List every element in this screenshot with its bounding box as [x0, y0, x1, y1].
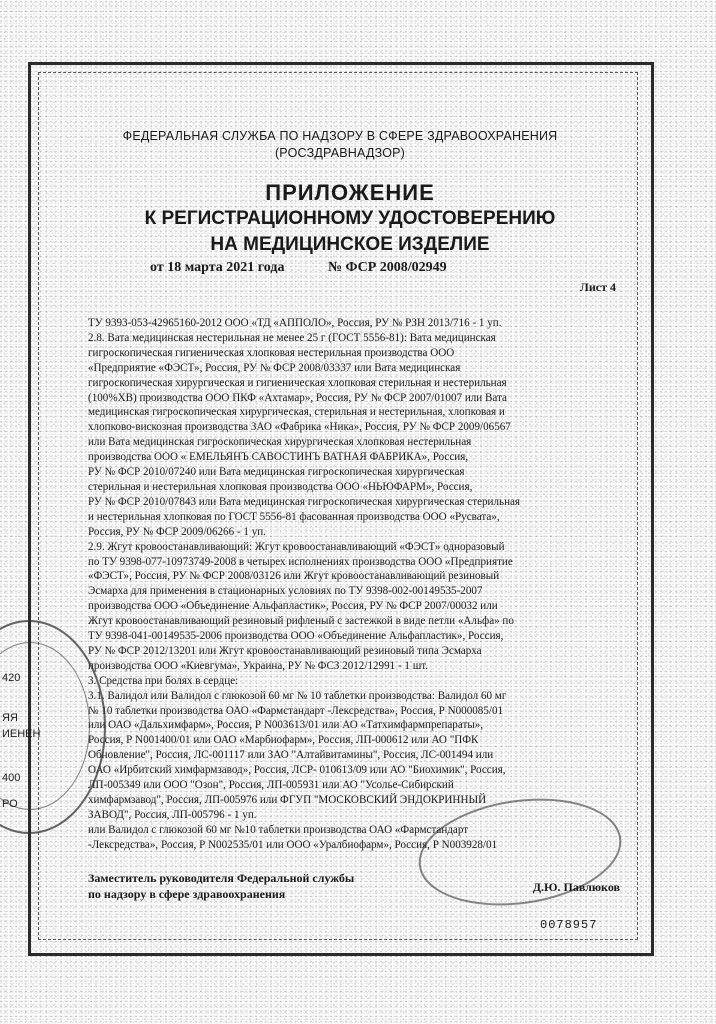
body-line: Жгут кровоостанавливающий резиновый рифленый с застежкой в виде петли «Альфа» по	[88, 615, 514, 628]
title-line-1: ПРИЛОЖЕНИЕ	[265, 180, 435, 205]
body-line: РУ № ФСР 2010/07240 или Вата медицинская гигроскопическая хирургическая	[88, 466, 465, 479]
body-line: Обновление", Россия, ЛС-001117 или ЗАО "Алтайвитамины", Россия, ЛС-001494 или	[88, 749, 494, 762]
body-line: или ОАО «Дальхимфарм», Россия, Р N003613/01 или АО «Татхимфармпрепараты»,	[88, 719, 484, 732]
body-line: ТУ 9393-053-42965160-2012 ООО «ТД «АППОЛО», Россия, РУ № РЗН 2013/716 - 1 уп.	[88, 317, 502, 329]
registration-number: № ФСР 2008/02949	[327, 260, 447, 275]
serial-number: 0078957	[540, 918, 598, 932]
title-line-2: К РЕГИСТРАЦИОННОМУ УДОСТОВЕРЕНИЮ	[144, 208, 556, 229]
body-line: гигроскопическая гигиеническая хлопковая нестерильная производства ООО	[88, 346, 455, 359]
agency-name: ФЕДЕРАЛЬНАЯ СЛУЖБА ПО НАДЗОРУ В СФЕРЕ ЗДРАВООХРАНЕНИЯ	[122, 129, 558, 143]
stamp-text-fragment: 420	[2, 672, 21, 684]
body-line: 3. Средства при болях в сердце:	[88, 674, 239, 687]
body-line: гигроскопическая хирургическая и гигиеническая хлопковая стерильная и нестерильная	[88, 376, 507, 389]
body-text	[88, 316, 624, 853]
body-line: Эсмарха для применения в стационарных условиях по ТУ 9398-002-00149535-2007	[88, 585, 483, 598]
stamp-text-fragment: ЯЯ	[2, 712, 18, 724]
body-line: по ТУ 9398-077-10973749-2008 в четырех исполнениях производства ООО «Предприятие	[88, 555, 513, 568]
body-line: 2.8. Вата медицинская нестерильная не менее 25 г (ГОСТ 5556-81): Вата медицинская	[88, 331, 496, 344]
body-line: «Предприятие «ФЭСТ», Россия, РУ № ФСР 2008/03337 или Вата медицинская	[88, 361, 461, 374]
body-line: (100%ХВ) производства ООО ПКФ «Ахтамар», Россия, РУ № ФСР 2007/01007 или Вата	[88, 391, 507, 404]
document-title	[60, 180, 640, 258]
body-line: производства ООО «Объединение Альфапластик», Россия, РУ № ФСР 2007/00032 или	[88, 600, 498, 613]
body-line: хлопково-вискозная производства ЗАО «Фабрика «Ника», Россия, РУ № ФСР 2009/06567	[88, 421, 511, 434]
document-date: от 18 марта 2021 года	[150, 260, 285, 275]
body-line: ЗАВОД", Россия, ЛП-005796 - 1 уп.	[88, 808, 257, 821]
stamp-text-fragment: ИЕНЕН	[2, 728, 41, 740]
body-line: производства ООО « ЕМЕЛЬЯНЪ САВОСТИНЪ ВАТНАЯ ФАБРИКА», Россия,	[88, 451, 469, 464]
body-line: производства ООО «Киевгума», Украина, РУ № ФСЗ 2012/12991 - 1 шт.	[88, 659, 429, 672]
body-line: Россия, РУ № ФСР 2009/06266 - 1 уп.	[88, 525, 266, 538]
body-line: «ФЭСТ», Россия, РУ № ФСР 2008/03126 или Жгут кровоостанавливающий резиновый	[88, 570, 500, 583]
body-line: РУ № ФСР 2012/13201 или Жгут кровоостанавливающий резиновый типа Эсмарха	[88, 644, 482, 657]
body-line: или Вата медицинская гигроскопическая хирургическая хлопковая нестерильная	[88, 436, 472, 449]
signatory-line-2: по надзору в сфере здравоохранения	[88, 887, 286, 901]
body-line: 2.9. Жгут кровоостанавливающий: Жгут кровоостанавливающий «ФЭСТ» одноразовый	[88, 540, 505, 553]
signatory-name: Д.Ю. Павлюков	[532, 880, 620, 894]
body-line: ОАО «Ирбитский химфармзавод», Россия, ЛСР- 010613/09 или АО "Биохимик", Россия,	[88, 764, 506, 777]
body-line: и нестерильная хлопковая по ГОСТ 5556-81 фасованная производства ООО «Русвата»,	[88, 510, 500, 523]
body-line: медицинская гигроскопическая хирургическая, стерильная и нестерильная, хлопковая и	[88, 406, 505, 419]
body-line: ТУ 9398-041-00149535-2006 производства ООО «Объединение Альфапластик», Россия,	[88, 630, 504, 643]
body-line: химфармзавод", Россия, ЛП-005976 или ФГУП "МОСКОВСКИЙ ЭНДОКРИННЫЙ	[88, 794, 487, 806]
body-line: № 10 таблетки производства ОАО «Фармстандарт -Лексредства», Россия, Р N000085/01	[88, 704, 504, 717]
body-line: или Валидол с глюкозой 60 мг №10 таблетки производства ОАО «Фармстандарт	[88, 823, 469, 836]
stamp-text-fragment: РО	[2, 798, 18, 810]
body-line: РУ № ФСР 2010/07843 или Вата медицинская гигроскопическая хирургическая стерильная	[88, 495, 521, 508]
signatory-title	[88, 870, 388, 902]
date-and-number	[150, 260, 610, 276]
issuing-agency	[60, 128, 620, 162]
body-line: 3.1. Валидол или Валидол с глюкозой 60 мг № 10 таблетки производства: Валидол 60 мг	[88, 689, 507, 702]
signatory-line-1: Заместитель руководителя Федеральной службы	[88, 871, 355, 885]
body-line: Россия, Р N001400/01 или ОАО «Марбиофарм», Россия, ЛП-000612 или АО "ПФК	[88, 734, 479, 747]
stamp-text-fragment: 400	[2, 772, 21, 784]
agency-abbreviation: (РОСЗДРАВНАДЗОР)	[274, 146, 406, 160]
body-line: -Лексредства», Россия, Р N002535/01 или ООО «Уралбиофарм», Россия, Р N003928/01	[88, 838, 498, 851]
body-line: стерильная и нестерильная хлопковая производства ООО «НЬЮФАРМ», Россия,	[88, 480, 473, 493]
title-line-3: НА МЕДИЦИНСКОЕ ИЗДЕЛИЕ	[210, 234, 490, 255]
body-line: ЛП-005349 или ООО "Озон", Россия, ЛП-005931 или АО "Усолье-Сибирский	[88, 779, 454, 792]
sheet-number: Лист 4	[579, 280, 616, 294]
